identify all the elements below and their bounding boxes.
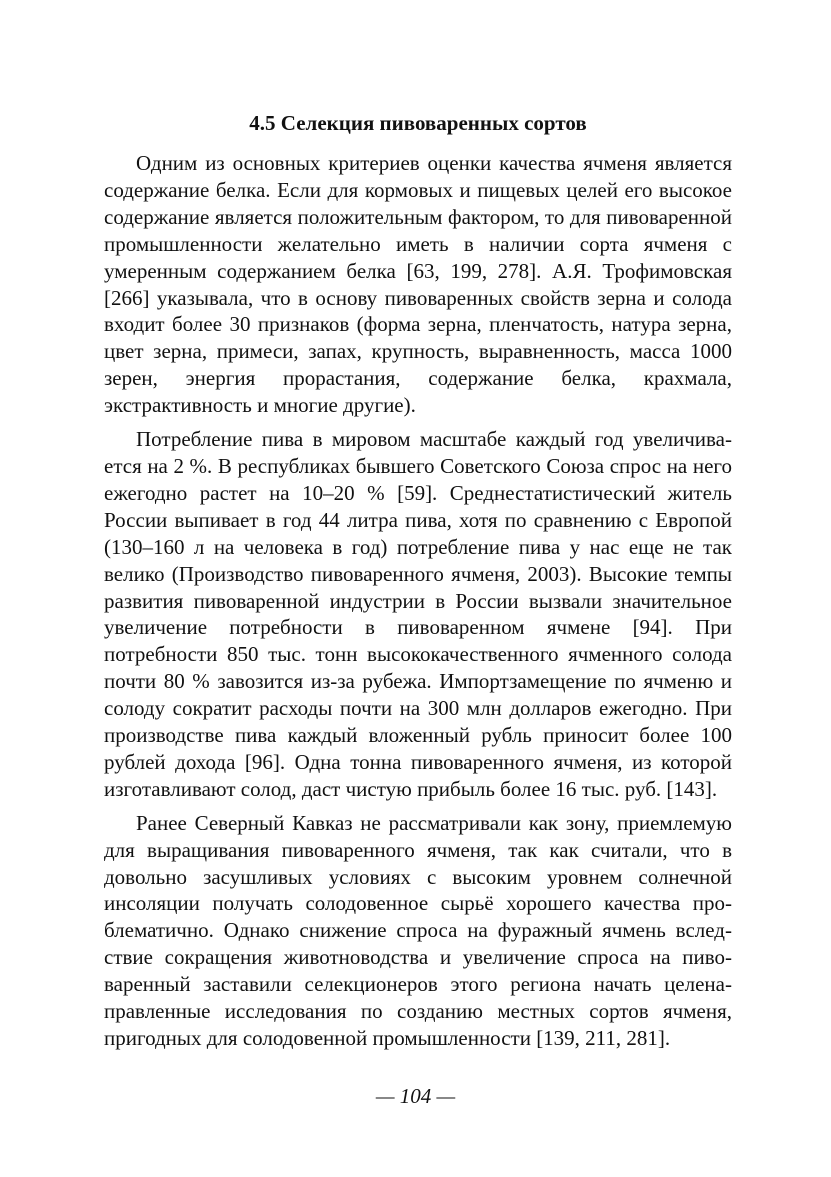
- section-heading: 4.5 Селекция пивоваренных сортов: [249, 111, 587, 135]
- page-number: — 104 —: [375, 1084, 456, 1108]
- paragraph-protein-criteria: Одним из основных критериев оценки качества ячменя является содержание белка. Если для кормовых и пищевых целей его высокое содержание является положительным фактором, то для пивоваренной промышленности желательно иметь в наличии сорта ячменя с умеренным содержанием белка [63, 199, 278]. А.Я. Трофимовская [266] указывала, что в основу пивоваренных свойств зерна и солода входит более 30 признаков (форма зерна, пленчатость, натура зерна, цвет зерна, примеси, запах, крупность, выравненность, масса 1000 зерен, энергия прорастания, содержание белка, крахмала, экстрактивность и многие другие).: [104, 151, 732, 418]
- paragraph-beer-consumption: Потребление пива в мировом масштабе каждый год увеличивается на 2 %. В республиках бывшего Советского Союза спрос на него ежегодно растет на 10–20 % [59]. Среднестатистический житель России выпивает в год 44 литра пива, хотя по сравнению с Европой (130–160 л на человека в год) потребление пива у нас еще не так велико (Производство пивоваренного ячменя, 2003). Высокие темпы развития пивоваренной индустрии в России вызвали значительное увеличение потребности в пивоваренном ячмене [94]. При потребности 850 тыс. тонн высококачественного ячменного солода почти 80 % завозится из-за рубежа. Импортзамещение по ячменю и солоду сократит расходы почти на 300 млн долларов ежегодно. При производстве пива каждый вложенный рубль приносит более 100 рублей дохода [96]. Одна тонна пивоваренного ячменя, из которой изготавливают солод, даст чистую прибыль более 16 тыс. руб. [143].: [104, 427, 732, 801]
- page-body: [104, 108, 732, 1059]
- paragraph-north-caucasus: Ранее Северный Кавказ не рассматривали как зону, приемлемую для выращивания пивоваренного ячменя, так как считали, что в довольно засушливых условиях с высоким уровнем солнечной инсоляции получать солодовенное сырьё хорошего качества проблематично. Однако снижение спроса на фуражный ячмень вследствие сокращения животноводства и увеличение спроса на пивоваренный заставили селекционеров этого региона начать целенаправленные исследования по созданию местных сортов ячменя, пригодных для солодовенной промышленности [139, 211, 281].: [104, 810, 732, 1050]
